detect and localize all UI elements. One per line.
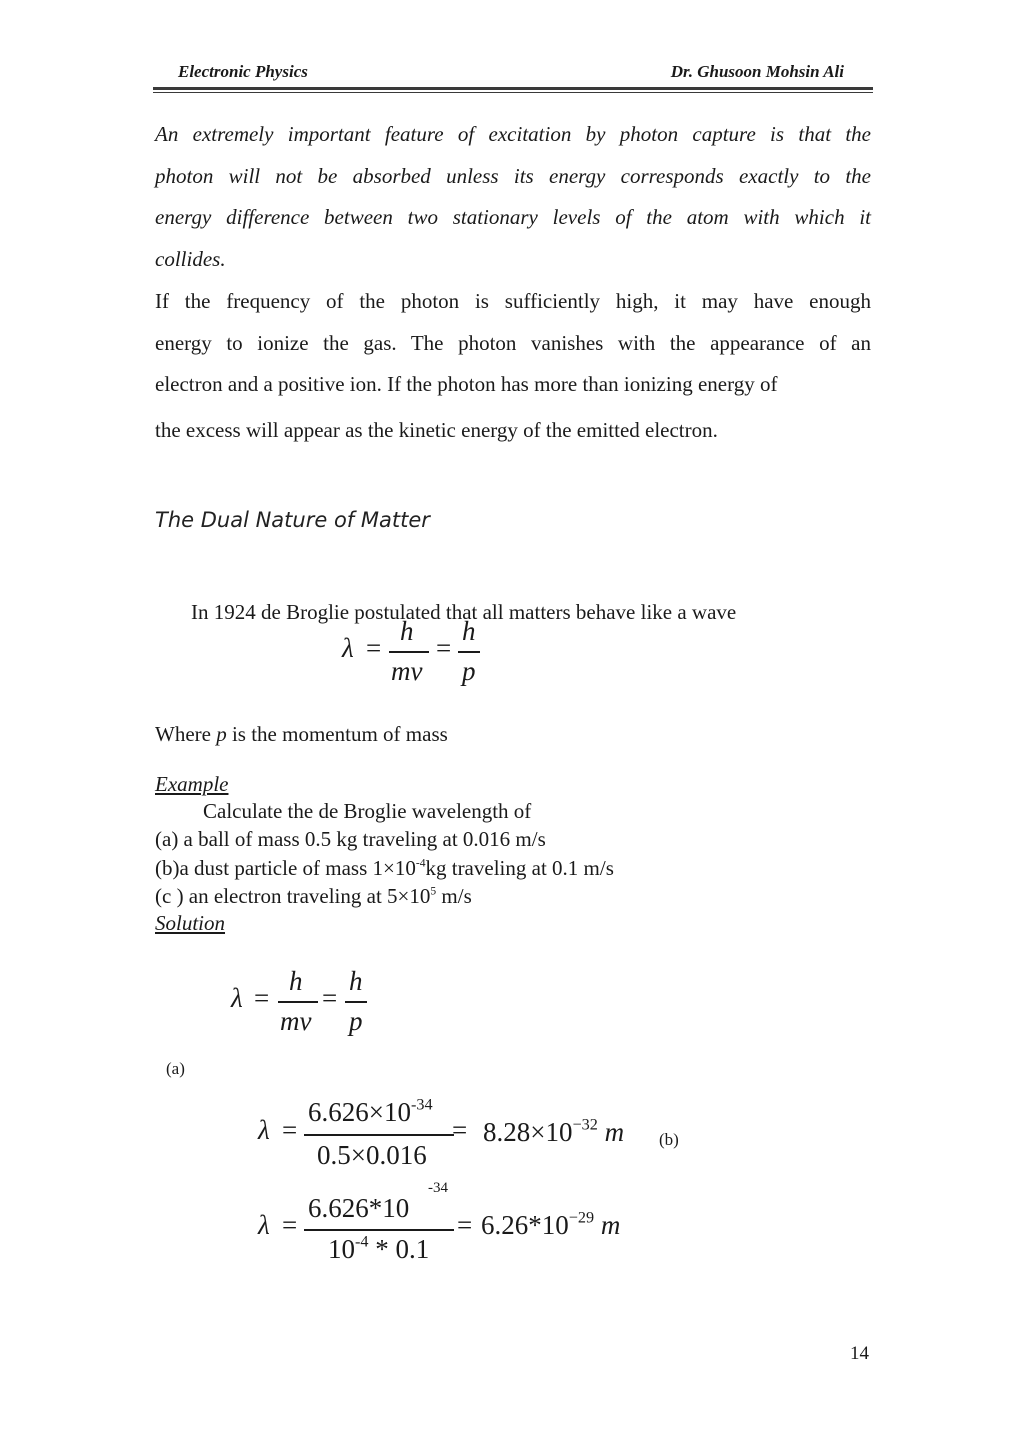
formula-lambda: λ — [342, 633, 354, 663]
calc-a-denominator: 0.5×0.016 — [317, 1140, 427, 1170]
calc-a-result-exp: −32 — [572, 1115, 598, 1134]
calc-b-equals-2: = — [457, 1210, 473, 1240]
item-c-rest: m/s — [436, 884, 472, 908]
header-rule-thin — [153, 92, 873, 93]
item-b-text: (b)a dust particle of mass 1×10 — [155, 856, 416, 880]
formula-fraction-bar-2 — [458, 651, 480, 653]
calc-a-num-base: 6.626×10 — [308, 1097, 411, 1127]
calc-b-unit: m — [600, 1210, 621, 1240]
section-title: The Dual Nature of Matter — [155, 508, 430, 532]
calc-b-result-exp: −29 — [568, 1208, 595, 1227]
item-c-text: (c ) an electron traveling at 5×10 — [155, 884, 431, 908]
header-author: Dr. Ghusoon Mohsin Ali — [670, 62, 844, 81]
solution-fraction-bar-1 — [278, 1001, 318, 1003]
where-line — [155, 722, 448, 747]
calc-a-num-exp: -34 — [410, 1095, 433, 1114]
calc-b-num-exp: -34 — [428, 1180, 448, 1196]
solution-denominator-p: p — [349, 1006, 363, 1036]
calc-b-den-rest: * 0.1 — [368, 1234, 430, 1264]
para2-line-1: If the frequency of the photon is sufficiently high, it may have enough — [155, 289, 871, 313]
calc-b-equals-1: = — [282, 1210, 298, 1240]
formula-equals-2: = — [436, 633, 452, 663]
part-a-label: (a) — [166, 1059, 185, 1078]
formula-equals-1: = — [366, 633, 382, 663]
calc-a-equals-1: = — [282, 1115, 298, 1145]
calc-a-lambda: λ — [258, 1115, 270, 1145]
solution-equals-1: = — [254, 983, 270, 1013]
intro-line-2: photon will not be absorbed unless its energy corresponds exactly to the — [155, 164, 871, 188]
intro-line-1: An extremely important feature of excitation by photon capture is that the — [155, 122, 871, 146]
part-b-label: (b) — [659, 1130, 679, 1149]
where-suffix: is the momentum of mass — [226, 722, 448, 746]
calc-b-result-base: 6.26*10 — [481, 1210, 569, 1240]
calc-b-fraction-bar — [304, 1229, 454, 1231]
where-prefix: Where — [155, 722, 217, 746]
formula-numerator-h-2: h — [462, 616, 476, 646]
formula-denominator-p: p — [462, 656, 476, 686]
solution-lambda: λ — [231, 983, 243, 1013]
solution-label: Solution — [155, 911, 226, 935]
item-c-exponent: 5 — [430, 885, 437, 898]
where-variable: p — [216, 722, 227, 746]
calc-a-result — [483, 1117, 624, 1148]
header-rule-thick — [153, 87, 873, 90]
page-number: 14 — [850, 1343, 869, 1364]
calc-b-result — [481, 1210, 620, 1241]
calc-a-result-base: 8.28×10 — [483, 1117, 573, 1147]
example-label: Example — [155, 772, 229, 796]
calc-b-denominator — [328, 1234, 429, 1265]
para2-line-3: electron and a positive ion. If the photon has more than ionizing energy of — [155, 372, 778, 396]
intro-line-4: collides. — [155, 247, 226, 271]
calc-a-fraction-bar — [304, 1134, 454, 1136]
calc-b-den-base: 10 — [328, 1234, 355, 1264]
solution-numerator-h-1: h — [289, 966, 303, 996]
solution-fraction-bar-2 — [345, 1001, 367, 1003]
solution-equals-2: = — [322, 983, 338, 1013]
calc-b-lambda: λ — [258, 1210, 270, 1240]
calc-a-unit: m — [604, 1117, 625, 1147]
formula-numerator-h-1: h — [400, 616, 414, 646]
example-task: Calculate the de Broglie wavelength of — [203, 799, 532, 823]
calc-a-equals-2: = — [452, 1115, 468, 1145]
example-item-a: (a) a ball of mass 0.5 kg traveling at 0.016 m/s — [155, 827, 546, 851]
example-item-c — [155, 884, 472, 909]
calc-a-numerator — [308, 1097, 433, 1128]
header-course-title: Electronic Physics — [178, 62, 308, 81]
debroglie-statement: In 1924 de Broglie postulated that all matters behave like a wave — [191, 600, 737, 624]
para2-line-4: the excess will appear as the kinetic energy of the emitted electron. — [155, 418, 718, 442]
formula-fraction-bar-1 — [389, 651, 429, 653]
example-item-b — [155, 856, 614, 881]
calc-b-den-exp: -4 — [355, 1232, 369, 1251]
calc-b-numerator: 6.626*10 — [308, 1193, 410, 1223]
solution-numerator-h-2: h — [349, 966, 363, 996]
intro-line-3: energy difference between two stationary levels of the atom with which it — [155, 205, 871, 229]
item-b-rest: kg traveling at 0.1 m/s — [425, 856, 614, 880]
item-b-exponent: -4 — [415, 857, 426, 870]
solution-denominator-mv: mv — [280, 1006, 312, 1036]
para2-line-2: energy to ionize the gas. The photon vanishes with the appearance of an — [155, 331, 871, 355]
formula-denominator-mv: mv — [391, 656, 423, 686]
